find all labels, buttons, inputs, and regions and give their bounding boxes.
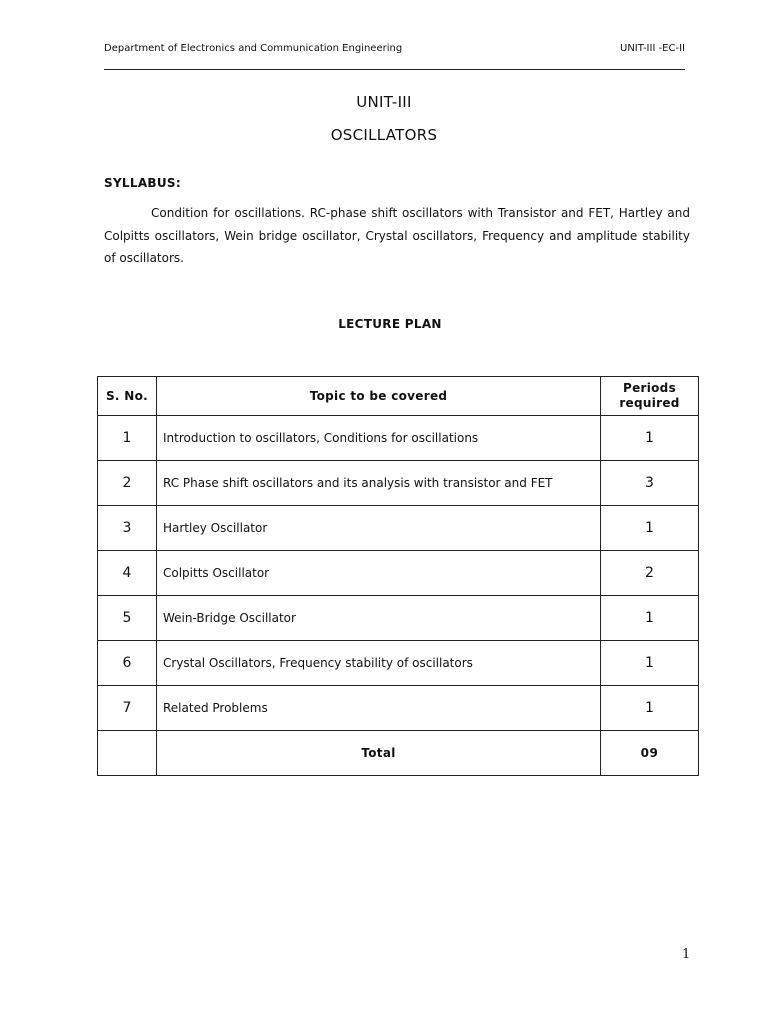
row-periods: 1 — [601, 686, 699, 731]
column-header-topic: Topic to be covered — [157, 377, 601, 416]
column-header-periods-line1: Periods — [622, 381, 677, 395]
table-row — [98, 551, 699, 596]
total-label: Total — [157, 731, 601, 776]
total-value: 09 — [601, 731, 699, 776]
table-row — [98, 461, 699, 506]
syllabus-heading: SYLLABUS: — [104, 176, 181, 190]
syllabus-text: Condition for oscillations. RC-phase shift oscillators with Transistor and FET, Hartley and Colpitts oscillators, Wein bridge oscillator, Crystal oscillators, Frequency and amplitude stability of oscillators. — [104, 206, 690, 265]
row-sno: 7 — [98, 686, 157, 731]
row-topic: Introduction to oscillators, Conditions for oscillations — [157, 416, 601, 461]
table-row — [98, 686, 699, 731]
row-sno: 4 — [98, 551, 157, 596]
unit-title: UNIT-III — [356, 93, 412, 111]
header-divider — [104, 69, 685, 70]
row-periods: 2 — [601, 551, 699, 596]
lecture-plan-table — [97, 376, 699, 776]
row-topic: Related Problems — [157, 686, 601, 731]
table-row — [98, 596, 699, 641]
subject-title: OSCILLATORS — [330, 126, 438, 144]
lecture-plan-heading: LECTURE PLAN — [338, 317, 442, 331]
row-periods: 1 — [601, 641, 699, 686]
row-topic: Crystal Oscillators, Frequency stability of oscillators — [157, 641, 601, 686]
row-topic: Colpitts Oscillator — [157, 551, 601, 596]
header-department: Department of Electronics and Communication Engineering — [104, 43, 403, 54]
row-periods: 1 — [601, 416, 699, 461]
row-periods: 1 — [601, 506, 699, 551]
header-unit-code: UNIT-III -EC-II — [620, 43, 685, 54]
row-sno: 6 — [98, 641, 157, 686]
row-sno: 2 — [98, 461, 157, 506]
row-periods: 3 — [601, 461, 699, 506]
row-topic: RC Phase shift oscillators and its analysis with transistor and FET — [157, 461, 601, 506]
table-row — [98, 506, 699, 551]
total-row — [98, 731, 699, 776]
row-sno: 1 — [98, 416, 157, 461]
table-row — [98, 416, 699, 461]
column-header-periods — [601, 377, 699, 416]
column-header-periods-line2: required — [619, 396, 680, 410]
row-topic: Wein-Bridge Oscillator — [157, 596, 601, 641]
table-header-row — [98, 377, 699, 416]
page-number: 1 — [682, 947, 691, 962]
table-row — [98, 641, 699, 686]
row-sno: 3 — [98, 506, 157, 551]
row-sno: 5 — [98, 596, 157, 641]
row-periods: 1 — [601, 596, 699, 641]
row-topic: Hartley Oscillator — [157, 506, 601, 551]
total-empty-cell — [98, 731, 157, 776]
column-header-sno: S. No. — [98, 377, 157, 416]
